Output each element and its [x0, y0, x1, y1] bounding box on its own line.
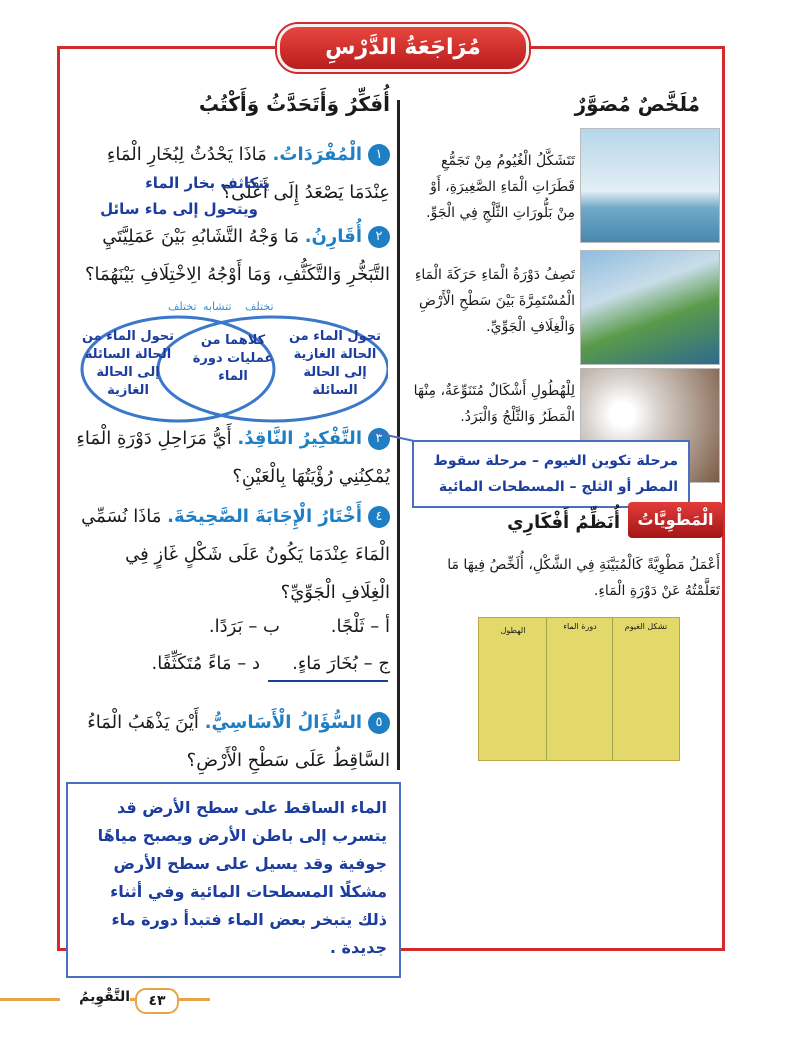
question-5: [75, 704, 390, 780]
foldable-label: تشكل الغيوم: [624, 622, 668, 631]
footer-section: التَّقْوِيمُ: [60, 989, 130, 1005]
option-d: د – مَاءً مُتَكَثِّفًا.: [151, 653, 260, 674]
question-text: مَا وَجْهُ التَّشَابُهِ بَيْنَ عَمَلِيَّتَيِ التَّبَخُّرِ وَالتَّكَثُّفِ، وَمَا أَوْجُهُ الِاخْتِلَافِ بَيْنَهُمَا؟: [84, 226, 390, 285]
summary-text-2: تَصِفُ دَوْرَةُ الْمَاءِ حَرَكَةَ الْمَاءِ الْمُسْتَمِرَّةَ بَيْنَ سَطْحِ الْأَرْضِ وَالْغِلَافِ الْجَوِّيِّ.: [414, 267, 575, 335]
question-number: ٥: [368, 712, 390, 734]
foldable-column: [546, 618, 613, 760]
page-number: ٤٣: [135, 988, 179, 1014]
foldable-label: دورة الماء: [563, 622, 597, 631]
answer-3-box: مرحلة تكوين الغيوم – مرحلة سقوط المطر أو الثلج – المسطحات المائية: [412, 440, 690, 508]
option-b: ب – بَرَدًا.: [208, 616, 280, 637]
answer-1-line1: يتكاثف بخار الماء: [145, 174, 270, 192]
question-text: أَيُّ مَرَاحِلِ دَوْرَةِ الْمَاءِ يُمْكِنُنِي رُؤْيَتُهَا بِالْعَيْنِ؟: [76, 428, 390, 487]
summary-text-3: لِلْهُطُولِ أَشْكَالٌ مُتَنَوِّعَةٌ، مِنْهَا الْمَطَرُ وَالثَّلْجُ وَالْبَرَدُ.: [413, 383, 575, 425]
question-term: الْمُفْرَدَاتُ.: [272, 144, 362, 165]
answer-1-line2: ويتحول إلى ماء سائل: [100, 200, 258, 218]
question-term: السُّؤَالُ الْأَسَاسِيُّ.: [204, 712, 362, 733]
foldable-column: [479, 618, 547, 760]
question-text: أَيْنَ يَذْهَبُ الْمَاءُ السَّاقِطُ عَلَى سَطْحِ الْأَرْضِ؟: [87, 712, 390, 771]
right-heading: مُلَخَّصٌ مُصَوَّرٌ: [574, 92, 700, 116]
foldables-title: أُنَظِّمُ أَفْكَارِي: [507, 512, 620, 533]
option-c: ج – بُخَارَ مَاءٍ.: [292, 653, 390, 674]
left-heading: أُفَكِّرُ وَأَتَحَدَّثُ وَأَكْتُبُ: [198, 92, 390, 116]
option-a: أ – ثَلْجًا.: [330, 616, 390, 637]
question-3: [75, 420, 390, 496]
question-term: أُقَارِنُ.: [304, 226, 362, 247]
question-number: ٤: [368, 506, 390, 528]
clouds-image: [580, 128, 720, 243]
foldable-label: الهطول: [500, 626, 526, 635]
foldables-text: أَعْمَلُ مَطْوِيَّةً كَالْمُبَيَّنَةِ فِي الشَّكْلِ، أُلَخِّصُ فِيهَا مَا تَعَلَّمْتُهُ عَنْ دَوْرَةِ الْمَاءِ.: [447, 557, 720, 599]
water-cycle-image: [580, 250, 720, 365]
question-number: ٣: [368, 428, 390, 450]
answer-5-box: الماء الساقط على سطح الأرض قد يتسرب إلى باطن الأرض ويصبح مياهًا جوفية وقد يسيل على سطح الأرض مشكلًا المسطحات المائية وفي أثناء ذلك يتبخر بعض الماء فتبدأ دورة ماء جديدة .: [66, 782, 401, 978]
venn-left-text: تحول الماء من الحالة السائلة إلى الحالة الغازية: [81, 329, 175, 398]
question-text: مَاذَا يَحْدُثُ لِبُخَارِ الْمَاءِ عِنْدَمَا يَصْعَدُ إِلَى أَعْلَى؟: [106, 144, 390, 203]
venn-label-similar: تتشابه: [203, 300, 232, 313]
column-divider: [397, 100, 400, 770]
question-4: [75, 498, 390, 612]
foldable-diagram: [478, 617, 680, 761]
venn-middle-text: كلاهما من عمليات دورة الماء: [192, 333, 274, 384]
question-number: ٢: [368, 226, 390, 248]
foldables-badge: الْمَطْوِيَّاتُ: [628, 502, 723, 538]
question-number: ١: [368, 144, 390, 166]
venn-right-text: تحول الماء من الحالة الغازية إلى الحالة السائلة: [288, 329, 382, 398]
question-term: أَخْتَارُ الْإِجَابَةَ الصَّحِيحَةَ.: [167, 506, 362, 527]
question-text: مَاذَا نُسَمِّي الْمَاءَ عِنْدَمَا يَكُونُ عَلَى شَكْلٍ غَازٍ فِي الْغِلَافِ الْجَوِّيِّ؟: [81, 506, 390, 603]
answer-underline: [268, 680, 388, 682]
page-title: مُرَاجَعَةُ الدَّرْسِ: [277, 24, 529, 72]
summary-text-1: تَتَشَكَّلُ الْغُيُومُ مِنْ تَجَمُّعِ قَطَرَاتِ الْمَاءِ الصَّغِيرَةِ، أَوْ مِنْ بَلُّورَاتِ الثَّلْجِ فِي الْجَوِّ.: [426, 153, 575, 221]
question-term: التَّفْكِيرُ النَّاقِدُ.: [237, 428, 362, 449]
foldable-column: [612, 618, 679, 760]
venn-label-differ-left: تختلف: [168, 300, 197, 313]
venn-label-differ-right: تختلف: [245, 300, 274, 313]
question-2: [75, 218, 390, 294]
